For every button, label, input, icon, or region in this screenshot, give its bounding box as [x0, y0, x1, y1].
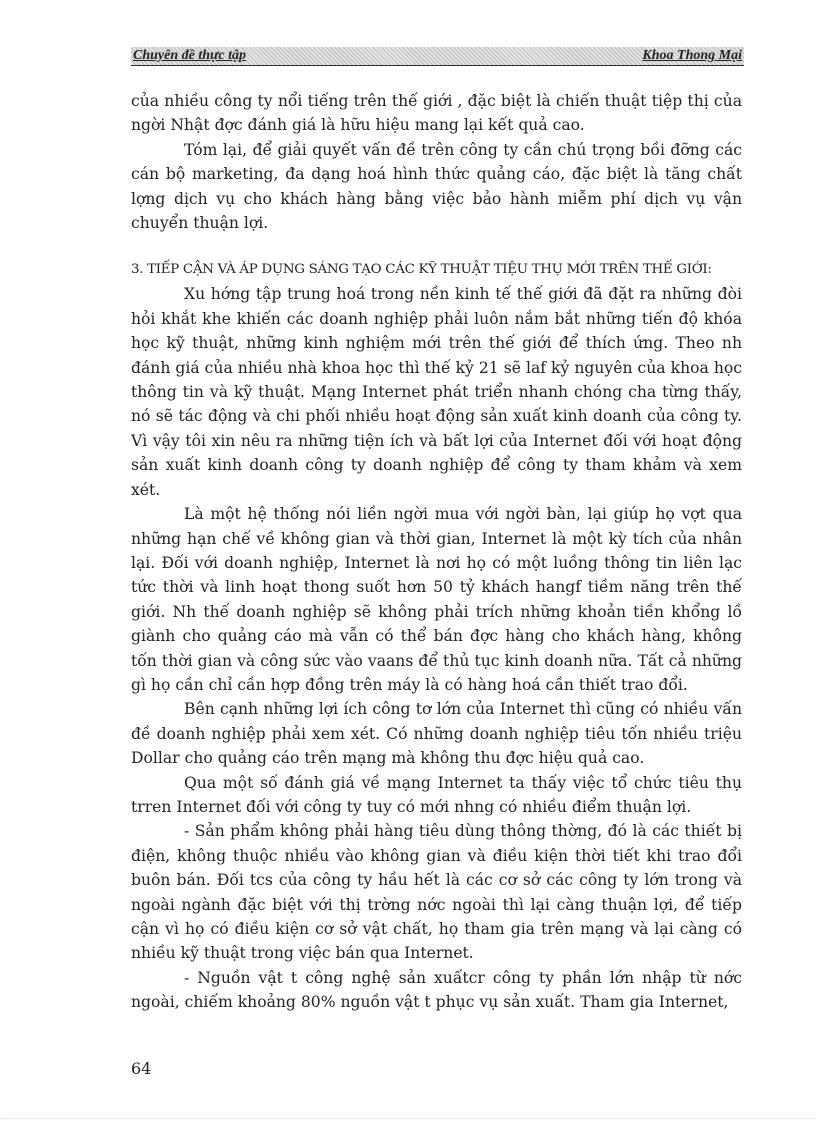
- footer-divider: [0, 1118, 816, 1119]
- page-body: [131, 89, 742, 1015]
- page-number: 64: [131, 1059, 152, 1078]
- paragraph: Bên cạnh những lợi ích công tơ lớn của Internet thì cũng có nhiều vấn đề doanh nghiệp phải xem xét. Có những doanh nghiệp tiêu tốn nhiều triệu Dollar cho quảng cáo trên mạng mà không thu đợc hiệu quả cao.: [131, 700, 742, 768]
- paragraph: của nhiều công ty nổi tiếng trên thế giới , đặc biệt là chiến thuật tiệp thị của ngời Nhật đợc đánh giá là hữu hiệu mang lại kết quả cao.: [131, 92, 742, 135]
- section-heading: 3. TIẾP CẬN VÀ ÁP DỤNG SÁNG TẠO CÁC KỸ THUẬT TIỆU THỤ MỚI TRÊN THẾ GIỚI:: [131, 262, 712, 278]
- page-header: [131, 47, 744, 66]
- paragraph: Xu hớng tập trung hoá trong nền kinh tế thế giới đã đặt ra những đòi hỏi khắt khe khiến các doanh nghiệp phải luôn nắm bắt những tiến độ khóa học kỹ thuật, những kinh nghiệm mới trên thế giới để thích ứng. Theo nh đánh giá của nhiều nhà khoa học thì thế kỷ 21 sẽ laf kỷ nguyên của khoa học thông tin và kỹ thuật. Mạng Internet phát triển nhanh chóng cha từng thấy, nó sẽ tác động và chi phối nhiều hoạt động sản xuất kinh doanh của công ty. Vì vậy tôi xin nêu ra những tiện ích và bất lợi của Internet đối với hoạt động sản xuất kinh doanh công ty doanh nghiệp để công ty tham khảm và xem xét.: [131, 285, 742, 499]
- paragraph: Tóm lại, để giải quyết vấn đề trên công ty cần chú trọng bồi đỡng các cán bộ marketing, đa dạng hoá hình thức quảng cáo, đặc biệt là tăng chất lợng dịch vụ cho khách hàng bằng việc bảo hành miễm phí dịch vụ vận chuyển thuận lợi.: [131, 140, 742, 233]
- header-right-title: Khoa Thong Mại: [642, 48, 742, 63]
- paragraph: - Nguồn vật t công nghệ sản xuấtcr công ty phần lớn nhập từ nớc ngoài, chiếm khoảng 80% nguồn vật t phục vụ sản xuất. Tham gia Internet,: [131, 968, 742, 1012]
- header-left-title: Chuyên đề thực tập: [133, 48, 247, 63]
- paragraph: - Sản phẩm không phải hàng tiêu dùng thông thờng, đó là các thiết bị điện, không thuộc nhiều vào không gian và điều kiện thời tiết khi trao đổi buôn bán. Đối tcs của công ty hầu hết là các cơ sở các công ty lớn trong và ngoài ngành đặc biệt với thị trờng nớc ngoài thì lại càng thuận lợi, để tiếp cận vì họ có điều kiện cơ sở vật chất, họ tham gia trên mạng và lại càng có nhiều kỹ thuật trong việc bán qua Internet.: [131, 822, 742, 963]
- paragraph: Là một hệ thống nói liền ngời mua với ngời bàn, lại giúp họ vợt qua những hạn chế về không gian và thời gian, Internet là một kỳ tích của nhân lại. Đối với doanh nghiệp, Internet là nơi họ có một luồng thông tin liên lạc tức thời và linh hoạt thong suốt hơn 50 tỷ khách hangf tiềm năng trên thế giới. Nh thế doanh nghiệp sẽ không phải trích những khoản tiền khổng lồ giành cho quảng cáo mà vẫn có thể bán đợc hàng cho khách hàng, không tốn thời gian và công sức vào vaans để thủ tục kinh doanh nữa. Tất cả những gì họ cần chỉ cần hợp đồng trên máy là có hàng hoá cần thiết trao đổi.: [131, 505, 742, 694]
- paragraph: Qua một số đánh giá về mạng Internet ta thấy việc tổ chức tiêu thụ trren Internet đối với công ty tuy có mới nhng có nhiều điểm thuận lợi.: [131, 773, 742, 816]
